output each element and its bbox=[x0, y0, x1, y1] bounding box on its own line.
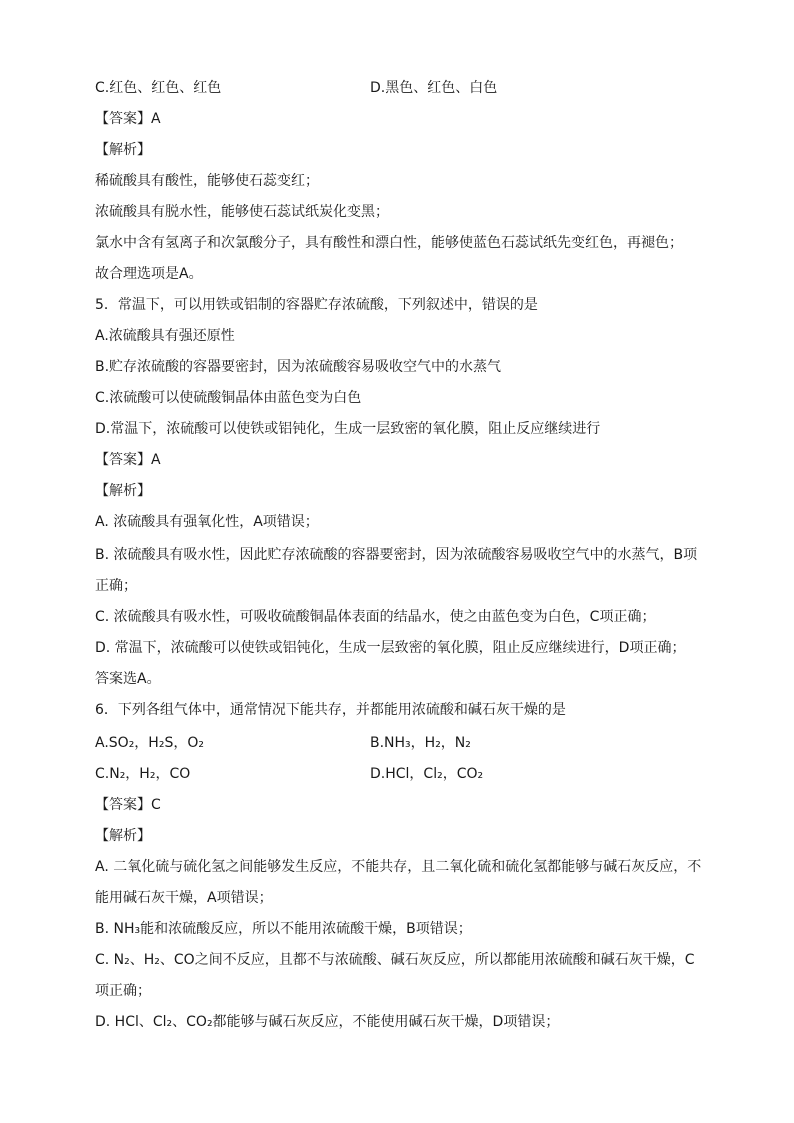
q5-analysis-line: B. 浓硫酸具有吸水性，因此贮存浓硫酸的容器要密封，因为浓硫酸容易吸收空气中的水蒸气，B项 bbox=[95, 547, 698, 563]
q5-analysis-line: 答案选A。 bbox=[95, 671, 161, 687]
q5-analysis-line: A. 浓硫酸具有强氧化性，A项错误； bbox=[95, 514, 319, 530]
q6-analysis-label: 【解析】 bbox=[95, 828, 151, 844]
q5-option-d: D.常温下，浓硫酸可以使铁或铝钝化，生成一层致密的氧化膜，阻止反应继续进行 bbox=[95, 421, 601, 437]
q5-analysis-line: D. 常温下，浓硫酸可以使铁或铝钝化，生成一层致密的氧化膜，阻止反应继续进行，D项正确； bbox=[95, 640, 686, 656]
q6-option-a: A.SO₂，H₂S，O₂ bbox=[95, 735, 204, 751]
q4-analysis-label: 【解析】 bbox=[95, 142, 151, 158]
q5-analysis-line: 正确； bbox=[95, 578, 137, 594]
q6-answer: 【答案】C bbox=[95, 797, 161, 813]
q4-analysis-line: 故合理选项是A。 bbox=[95, 266, 203, 282]
q4-option-d: D.黑色、红色、白色 bbox=[370, 80, 498, 96]
q6-analysis-line: 项正确； bbox=[95, 983, 151, 999]
q4-analysis-line: 浓硫酸具有脱水性，能够使石蕊试纸炭化变黑； bbox=[95, 204, 389, 220]
q5-analysis-label: 【解析】 bbox=[95, 483, 151, 499]
q6-option-b: B.NH₃，H₂，N₂ bbox=[370, 735, 471, 751]
q6-analysis-line: A. 二氧化硫与硫化氢之间能够发生反应，不能共存，且二氧化硫和硫化氢都能够与碱石灰反应，不 bbox=[95, 859, 702, 875]
q5-option-c: C.浓硫酸可以使硫酸铜晶体由蓝色变为白色 bbox=[95, 390, 362, 406]
q5-stem: 5．常温下，可以用铁或铝制的容器贮存浓硫酸，下列叙述中，错误的是 bbox=[95, 297, 538, 313]
q6-analysis-line: D. HCl、Cl₂、CO₂都能够与碱石灰反应，不能使用碱石灰干燥，D项错误； bbox=[95, 1014, 560, 1030]
q5-analysis-line: C. 浓硫酸具有吸水性，可吸收硫酸铜晶体表面的结晶水，使之由蓝色变为白色，C项正确； bbox=[95, 609, 656, 625]
q6-analysis-line: 能用碱石灰干燥，A项错误； bbox=[95, 890, 273, 906]
q6-stem: 6．下列各组气体中，通常情况下能共存，并都能用浓硫酸和碱石灰干燥的是 bbox=[95, 702, 566, 718]
q6-analysis-line: B. NH₃能和浓硫酸反应，所以不能用浓硫酸干燥，B项错误； bbox=[95, 921, 472, 937]
q5-option-a: A.浓硫酸具有强还原性 bbox=[95, 328, 235, 344]
q4-analysis-line: 氯水中含有氢离子和次氯酸分子，具有酸性和漂白性，能够使蓝色石蕊试纸先变红色，再褪色； bbox=[95, 235, 683, 251]
q5-option-b: B.贮存浓硫酸的容器要密封，因为浓硫酸容易吸收空气中的水蒸气 bbox=[95, 359, 502, 375]
q4-option-c: C.红色、红色、红色 bbox=[95, 80, 222, 96]
q6-option-c: C.N₂，H₂，CO bbox=[95, 766, 191, 782]
q6-option-d: D.HCl，Cl₂，CO₂ bbox=[370, 766, 484, 782]
q4-analysis-line: 稀硫酸具有酸性，能够使石蕊变红； bbox=[95, 173, 319, 189]
q4-answer: 【答案】A bbox=[95, 111, 161, 127]
q5-answer: 【答案】A bbox=[95, 452, 161, 468]
q6-analysis-line: C. N₂、H₂、CO之间不反应，且都不与浓硫酸、碱石灰反应，所以都能用浓硫酸和碱石灰干燥，C bbox=[95, 952, 695, 968]
